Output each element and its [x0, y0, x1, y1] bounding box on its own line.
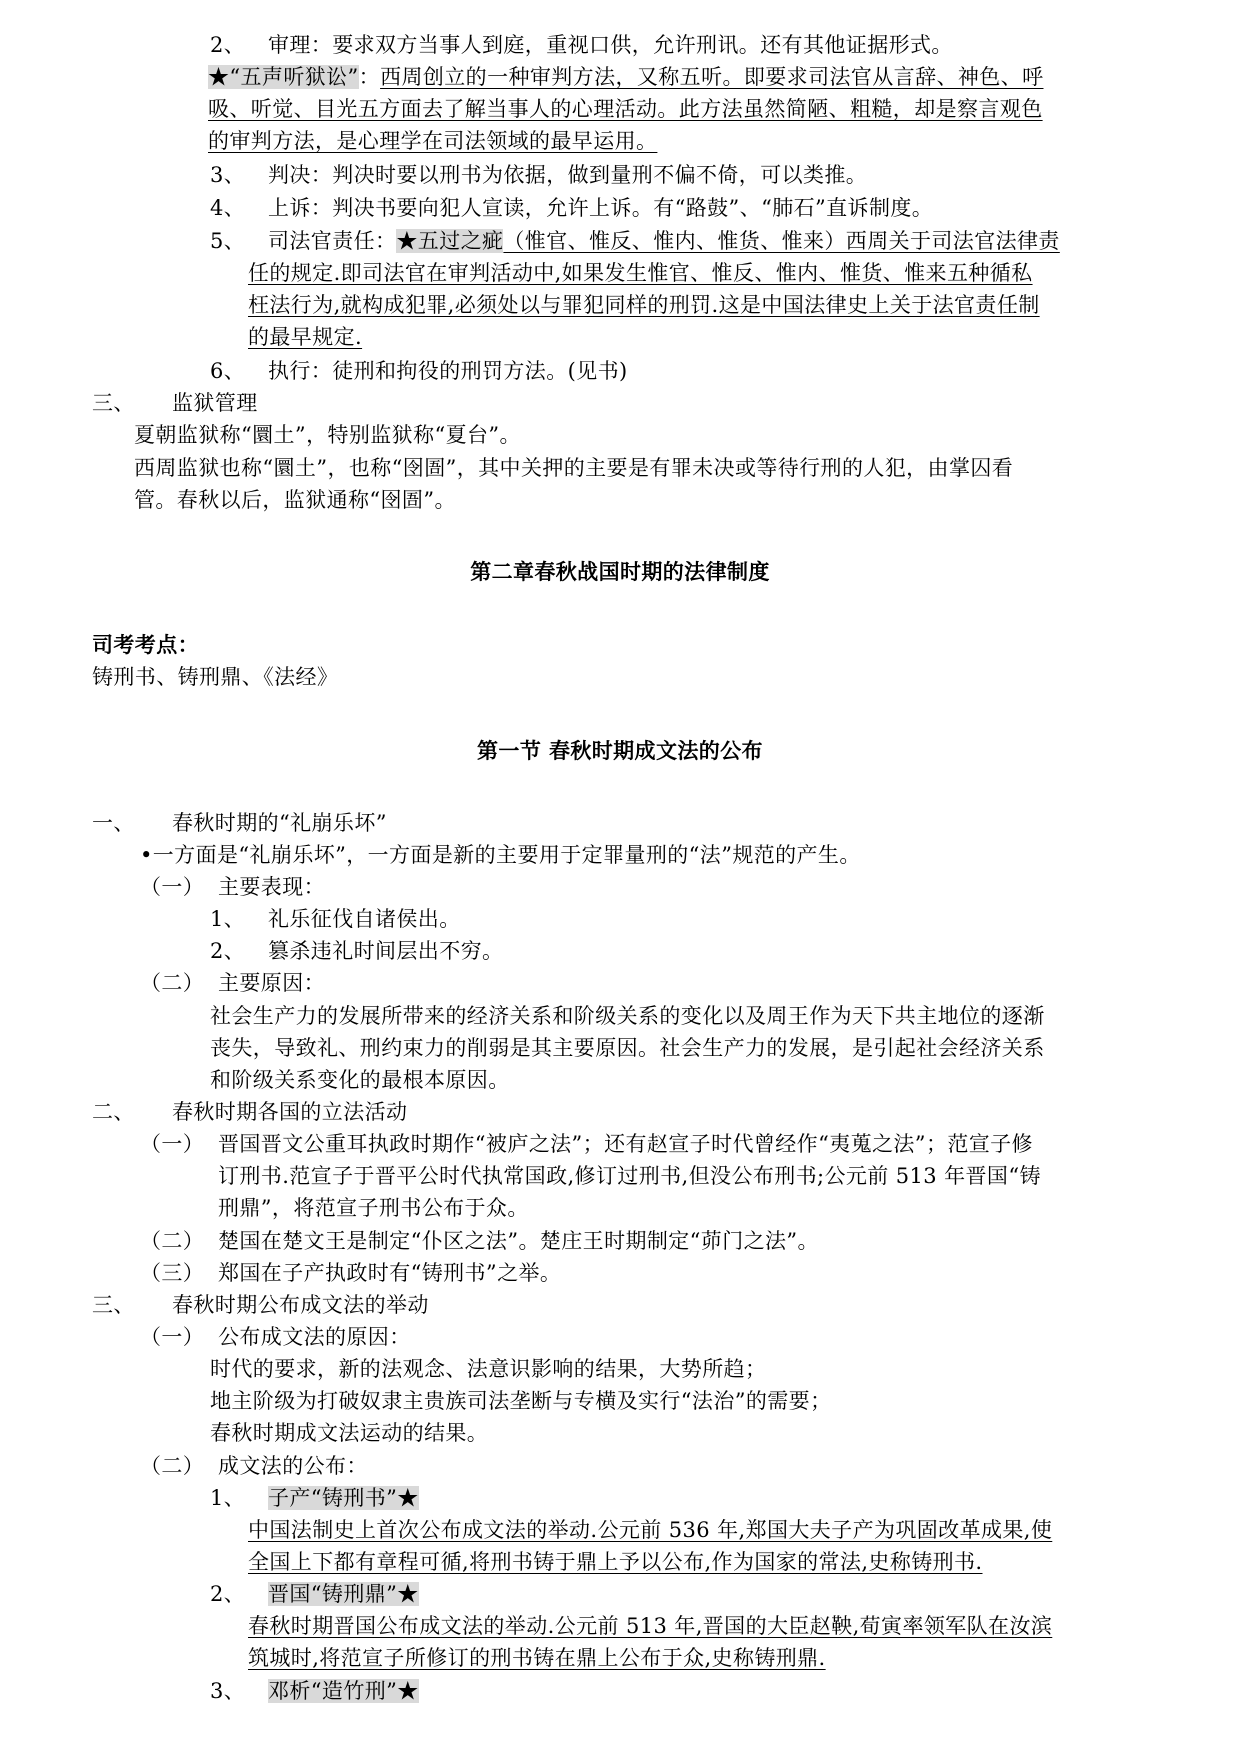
part3-s1-title: 公布成文法的原因： — [218, 1325, 411, 1349]
part2-title: 春秋时期各国的立法活动 — [172, 1100, 408, 1124]
judgment-text: 判决：判决时要以刑书为依据，做到量刑不偏不倚，可以类推。 — [268, 163, 868, 187]
appeal-text: 上诉：判决书要向犯人宣读，允许上诉。有“路鼓”、“肺石”直诉制度。 — [268, 196, 934, 220]
part1-number: 一、 — [92, 811, 135, 835]
part1-heading — [92, 808, 387, 838]
responsibility-definition-3: 枉法行为,就构成犯罪,必须处以与罪犯同样的刑罚.这是中国法律史上关于法官责任制 — [248, 293, 1040, 317]
judgment-number: 3、 — [210, 163, 246, 187]
wusheng-definition-3: 的审判方法，是心理学在司法领域的最早运用。 — [208, 129, 658, 153]
part3-title: 春秋时期公布成文法的举动 — [172, 1293, 429, 1317]
wuguo-term: ★五过之疵 — [396, 229, 504, 253]
trial-line — [210, 30, 953, 60]
part2-s3 — [140, 1258, 561, 1288]
part3-item1-title: 子产“铸刑书”★ — [268, 1486, 419, 1510]
part3-item2-heading — [210, 1579, 419, 1609]
chapter-title: 第二章春秋战国时期的法律制度 — [470, 559, 770, 584]
part3-item3-number: 3、 — [210, 1679, 246, 1703]
part3-reason-1: 时代的要求，新的法观念、法意识影响的结果，大势所趋； — [210, 1357, 767, 1381]
part1-sub2 — [140, 968, 325, 998]
appeal-line — [210, 193, 933, 223]
judgment-line — [210, 160, 867, 190]
part1-bullet: •一方面是“礼崩乐坏”，一方面是新的主要用于定罪量刑的“法”规范的产生。 — [140, 843, 861, 867]
part3-number: 三、 — [92, 1293, 135, 1317]
part3-heading — [92, 1290, 429, 1320]
part2-s1-text-2: 订刑书.范宣子于晋平公时代执常国政,修订过刑书,但没公布刑书;公元前 513 年晋国“铸 — [218, 1164, 1041, 1188]
part3-reason-3: 春秋时期成文法运动的结果。 — [210, 1421, 489, 1445]
part3-item2-text-2: 筑城时,将范宣子所修订的刑书铸在鼎上公布于众,史称铸刑鼎. — [248, 1646, 826, 1670]
part3-reason-2: 地主阶级为打破奴隶主贵族司法垄断与专横及实行“法治”的需要； — [210, 1389, 832, 1413]
prison-title: 监狱管理 — [172, 391, 258, 415]
part2-s1-line-1 — [140, 1129, 1033, 1159]
exam-points: 铸刑书、铸刑鼎、《法经》 — [92, 665, 339, 689]
part1-sub2-title: 主要原因： — [218, 971, 325, 995]
section-title: 第一节 春秋时期成文法的公布 — [477, 738, 763, 763]
part3-item2-text-1: 春秋时期晋国公布成文法的举动.公元前 513 年,晋国的大臣赵鞅,荀寅率领军队在汝滨 — [248, 1614, 1053, 1638]
part3-s1 — [140, 1322, 411, 1352]
appeal-number: 4、 — [210, 196, 246, 220]
part1-reason-3: 和阶级关系变化的最根本原因。 — [210, 1068, 510, 1092]
part3-s2 — [140, 1451, 368, 1481]
prison-number: 三、 — [92, 391, 135, 415]
part1-sub1-title: 主要表现： — [218, 875, 325, 899]
exam-points-label: 司考考点： — [92, 632, 199, 657]
part3-item2-number: 2、 — [210, 1582, 246, 1606]
part1-item1-text: 礼乐征伐自诸侯出。 — [268, 907, 461, 931]
part3-item1-text-2: 全国上下都有章程可循,将刑书铸于鼎上予以公布,作为国家的常法,史称铸刑书. — [248, 1550, 983, 1574]
part2-number: 二、 — [92, 1100, 135, 1124]
part2-heading — [92, 1097, 407, 1127]
wusheng-term: ★“五声听狱讼” — [208, 65, 359, 89]
responsibility-line-1 — [210, 226, 1060, 256]
wusheng-colon: ： — [358, 65, 381, 89]
prison-heading — [92, 388, 258, 418]
execution-line — [210, 356, 628, 386]
part2-s2 — [140, 1226, 819, 1256]
responsibility-definition-2: 任的规定.即司法官在审判活动中,如果发生惟官、惟反、惟内、惟货、惟来五种循私 — [248, 261, 1033, 285]
responsibility-number: 5、 — [210, 229, 246, 253]
responsibility-prefix: 司法官责任： — [268, 229, 397, 253]
prison-text-2: 西周监狱也称“圜土”，也称“囹圄”，其中关押的主要是有罪未决或等待行刑的人犯，由掌囚看 — [134, 456, 1014, 480]
part3-s2-title: 成文法的公布： — [218, 1454, 368, 1478]
part3-s1-number: （一） — [140, 1325, 205, 1349]
wusheng-definition-1: 西周创立的一种审判方法，又称五听。即要求司法官从言辞、神色、呼 — [380, 65, 1044, 89]
responsibility-definition-1: （惟官、惟反、惟内、惟货、惟来）西周关于司法官法律责 — [503, 229, 1060, 253]
part3-item3-title: 邓析“造竹刑”★ — [268, 1679, 419, 1703]
part1-sub1-number: （一） — [140, 875, 205, 899]
part1-sub1 — [140, 872, 325, 902]
part1-item1-number: 1、 — [210, 907, 246, 931]
part1-item2 — [210, 936, 503, 966]
part3-item3-heading — [210, 1676, 419, 1706]
prison-text-3: 管。春秋以后，监狱通称“囹圄”。 — [134, 488, 456, 512]
responsibility-definition-4: 的最早规定. — [248, 325, 363, 349]
part2-s1-text-1: 晋国晋文公重耳执政时期作“被庐之法”；还有赵宣子时代曾经作“夷蒐之法”；范宣子修 — [218, 1132, 1033, 1156]
part2-s1-number: （一） — [140, 1132, 205, 1156]
part2-s1-text-3: 刑鼎”，将范宣子刑书公布于众。 — [218, 1196, 529, 1220]
part3-s2-number: （二） — [140, 1454, 205, 1478]
part1-item1 — [210, 904, 461, 934]
part3-item1-number: 1、 — [210, 1486, 246, 1510]
part3-item2-title: 晋国“铸刑鼎”★ — [268, 1582, 419, 1606]
part2-s3-text: 郑国在子产执政时有“铸刑书”之举。 — [218, 1261, 562, 1285]
part3-item1-heading — [210, 1483, 419, 1513]
wusheng-line-1 — [208, 62, 1043, 92]
part1-reason-2: 丧失，导致礼、刑约束力的削弱是其主要原因。社会生产力的发展，是引起社会经济关系 — [210, 1036, 1045, 1060]
part1-title: 春秋时期的“礼崩乐坏” — [172, 811, 387, 835]
part1-reason-1: 社会生产力的发展所带来的经济关系和阶级关系的变化以及周王作为天下共主地位的逐渐 — [210, 1004, 1045, 1028]
trial-number: 2、 — [210, 33, 246, 57]
trial-text: 审理：要求双方当事人到庭，重视口供，允许刑讯。还有其他证据形式。 — [268, 33, 953, 57]
part1-item2-number: 2、 — [210, 939, 246, 963]
part2-s3-number: （三） — [140, 1261, 205, 1285]
execution-number: 6、 — [210, 359, 246, 383]
part1-sub2-number: （二） — [140, 971, 205, 995]
part1-item2-text: 篡杀违礼时间层出不穷。 — [268, 939, 504, 963]
part2-s2-number: （二） — [140, 1229, 205, 1253]
execution-text: 执行：徒刑和拘役的刑罚方法。(见书) — [268, 359, 628, 383]
wusheng-definition-2: 吸、听觉、目光五方面去了解当事人的心理活动。此方法虽然简陋、粗糙，却是察言观色 — [208, 97, 1043, 121]
part2-s2-text: 楚国在楚文王是制定“仆区之法”。楚庄王时期制定“茆门之法”。 — [218, 1229, 819, 1253]
part3-item1-text-1: 中国法制史上首次公布成文法的举动.公元前 536 年,郑国大夫子产为巩固改革成果,使 — [248, 1518, 1053, 1542]
prison-text-1: 夏朝监狱称“圜土”，特别监狱称“夏台”。 — [134, 423, 521, 447]
